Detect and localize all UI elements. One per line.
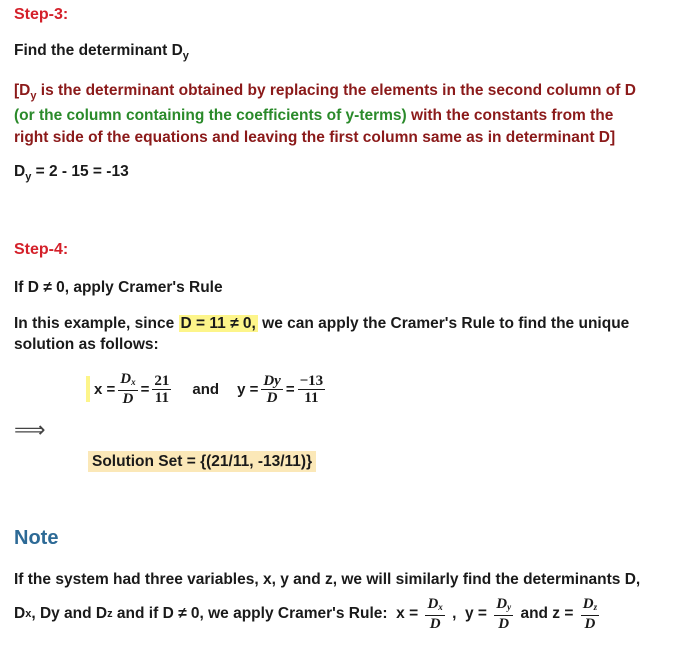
fx-num: D bbox=[427, 596, 439, 612]
fx-sub: x bbox=[438, 602, 443, 612]
eq1: = bbox=[140, 380, 150, 398]
example-highlight: D = 11 ≠ 0, bbox=[180, 315, 256, 332]
y-label: y = bbox=[237, 380, 259, 398]
note-heading: Note bbox=[14, 527, 59, 549]
note-x-fraction bbox=[425, 596, 444, 632]
solution-set-text: Solution Set = {(21/11, -13/11)} bbox=[88, 451, 316, 472]
x-den: D bbox=[122, 391, 134, 407]
y-num: Dy bbox=[263, 372, 281, 389]
x-num-sub: x bbox=[131, 377, 136, 387]
solution-set bbox=[88, 453, 316, 471]
fy-sub: y bbox=[507, 602, 512, 612]
definition-line-2 bbox=[14, 107, 613, 125]
fx-den: D bbox=[429, 616, 441, 632]
and-word: and bbox=[192, 380, 220, 398]
step4-heading: Step-4: bbox=[14, 241, 69, 258]
fz-num: D bbox=[582, 596, 594, 612]
note-line-1: If the system had three variables, x, y and z, we will similarly find the determinants D, bbox=[14, 571, 641, 588]
step4-example-line-1 bbox=[14, 315, 629, 333]
fz-sub: z bbox=[593, 602, 598, 612]
cramer-equation bbox=[86, 371, 328, 407]
dy-label: D bbox=[14, 163, 26, 180]
x-label: x = bbox=[94, 380, 116, 398]
dx-label: D bbox=[14, 605, 26, 622]
dy-sub: y bbox=[25, 171, 32, 183]
y-val-den: 11 bbox=[304, 389, 319, 406]
note-y-fraction bbox=[494, 596, 513, 632]
fy-num: D bbox=[496, 596, 508, 612]
x-num: D bbox=[120, 371, 132, 387]
step3-title-text: Find the determinant D bbox=[14, 42, 183, 59]
note-line-2 bbox=[14, 596, 602, 632]
fz-den: D bbox=[584, 616, 596, 632]
dx-sub: x bbox=[25, 608, 32, 620]
y-fraction bbox=[261, 373, 283, 406]
step3-title-sub: y bbox=[182, 50, 189, 62]
dy-result bbox=[14, 163, 129, 183]
x-val-den: 11 bbox=[154, 389, 169, 406]
x-fraction bbox=[118, 371, 137, 407]
y-value-fraction bbox=[298, 373, 326, 406]
implies-arrow-icon: ⟹ bbox=[14, 418, 46, 443]
step3-heading: Step-3: bbox=[14, 6, 69, 23]
note-mid1: , Dy and D bbox=[31, 605, 108, 622]
definition-open: [D bbox=[14, 82, 31, 99]
definition-green-text: (or the column containing the coefficients of y-terms) bbox=[14, 107, 407, 124]
step3-title bbox=[14, 42, 189, 62]
example-pre: In this example, since bbox=[14, 315, 179, 332]
x-value-fraction bbox=[152, 373, 171, 406]
definition-sub: y bbox=[30, 90, 37, 102]
y-den: D bbox=[266, 389, 278, 406]
note-mid2: and if D ≠ 0, we apply Cramer's Rule: x = bbox=[112, 605, 423, 622]
step4-example-line-2: solution as follows: bbox=[14, 336, 159, 353]
fy-den: D bbox=[498, 616, 510, 632]
eq2: = bbox=[285, 380, 295, 398]
x-val-num: 21 bbox=[154, 372, 170, 389]
definition-line-1 bbox=[14, 82, 636, 102]
note-andz: and z = bbox=[516, 605, 578, 622]
note-comma: , y = bbox=[447, 605, 492, 622]
dy-expression: = 2 - 15 = -13 bbox=[31, 163, 129, 180]
dz-sub: z bbox=[107, 608, 113, 620]
y-val-num: −13 bbox=[299, 372, 324, 389]
step4-condition: If D ≠ 0, apply Cramer's Rule bbox=[14, 279, 223, 296]
highlight-marker bbox=[86, 376, 90, 402]
note-z-fraction bbox=[581, 596, 599, 632]
example-post: we can apply the Cramer's Rule to find the unique bbox=[257, 315, 630, 332]
definition-rest: is the determinant obtained by replacing the elements in the second column of D bbox=[36, 82, 636, 99]
definition-line2-rest: with the constants from the bbox=[406, 107, 614, 124]
definition-line-3: right side of the equations and leaving the first column same as in determinant D] bbox=[14, 129, 616, 146]
